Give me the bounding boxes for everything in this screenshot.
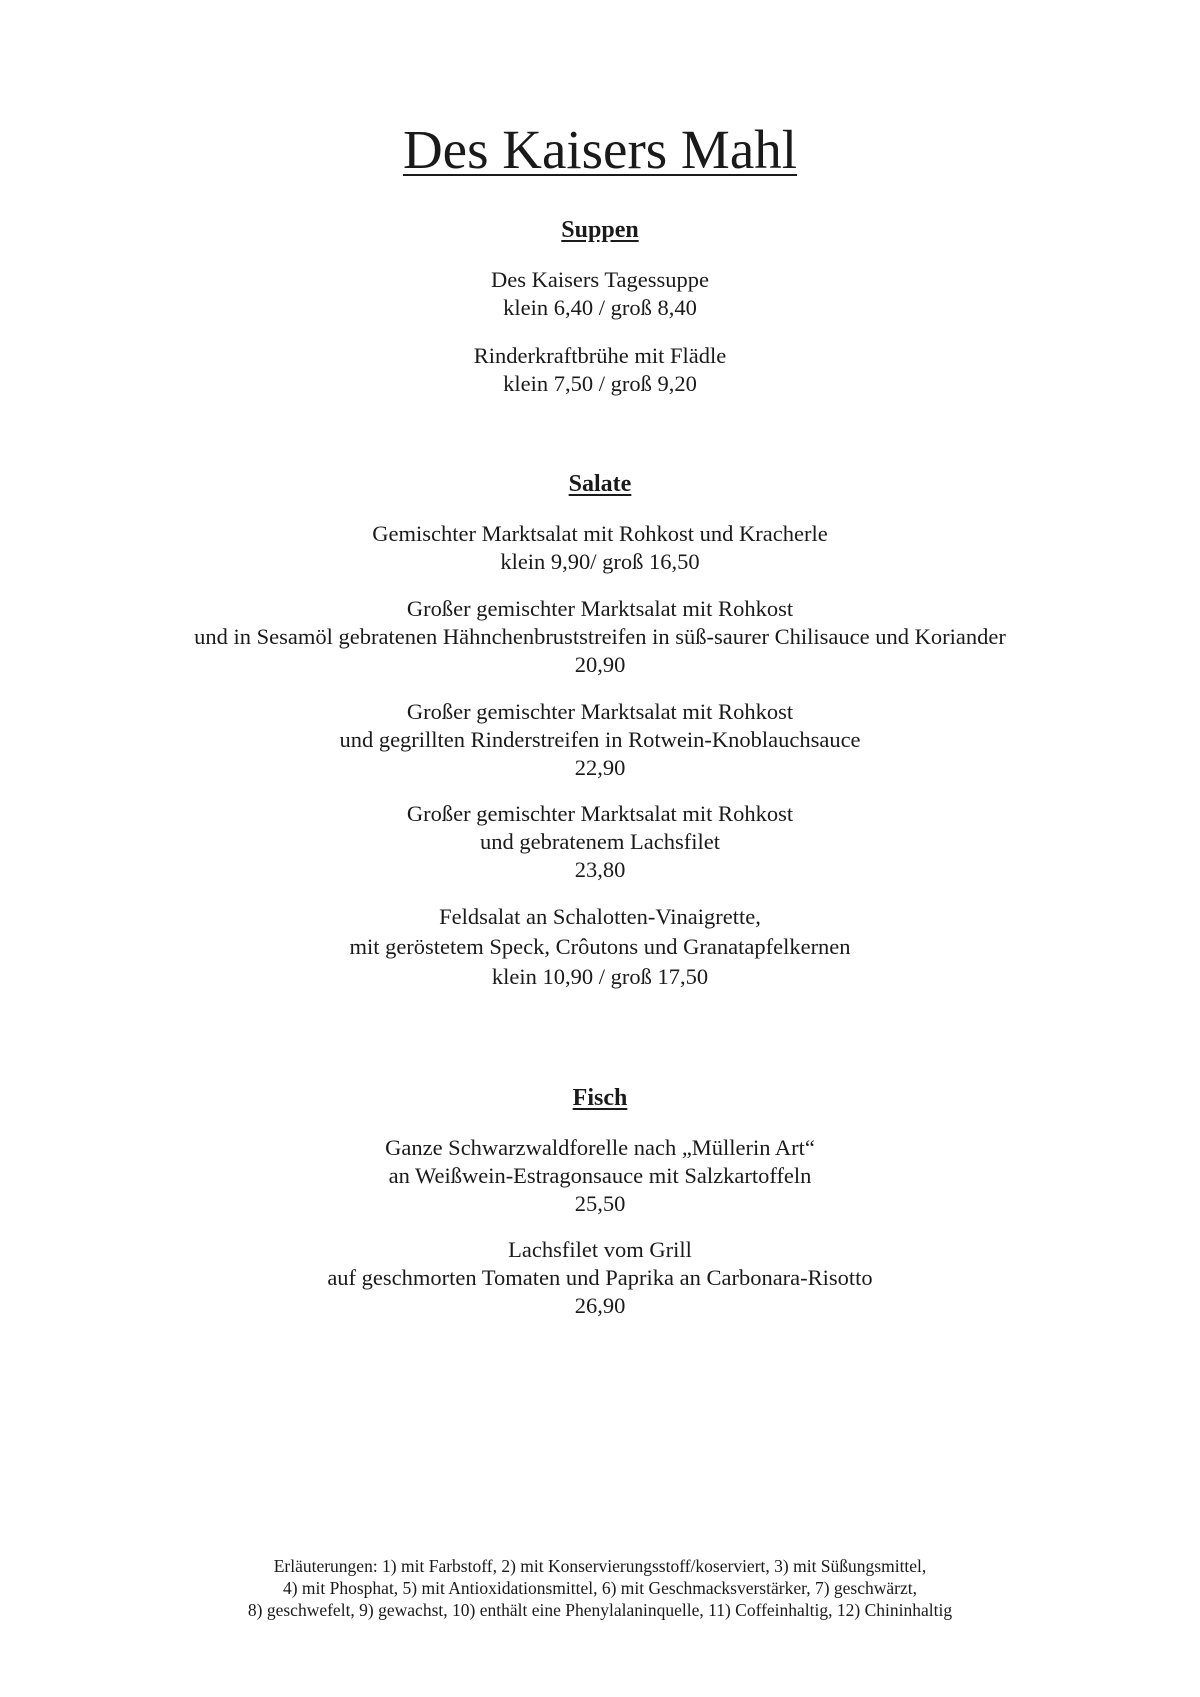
menu-item: [0, 520, 1200, 576]
item-description: und gebratenem Lachsfilet: [480, 829, 720, 854]
item-description: an Weißwein-Estragonsauce mit Salzkartoffeln: [388, 1163, 812, 1188]
item-price: klein 10,90 / groß 17,50: [491, 964, 709, 989]
item-name: Lachsfilet vom Grill: [508, 1237, 692, 1262]
menu-item: [0, 342, 1200, 398]
footnote-line: 8) geschwefelt, 9) gewachst, 10) enthält eine Phenylalaninquelle, 11) Coffeinhaltig, 12) Chininhaltig: [247, 1600, 953, 1620]
menu-item: [0, 1236, 1200, 1320]
item-name: Großer gemischter Marktsalat mit Rohkost: [406, 596, 794, 621]
menu-item: [0, 595, 1200, 679]
item-name: Gemischter Marktsalat mit Rohkost und Kracherle: [372, 521, 828, 546]
item-description: mit geröstetem Speck, Crôutons und Granatapfelkernen: [349, 934, 851, 959]
menu-item: [0, 902, 1200, 992]
item-price: 23,80: [574, 857, 626, 882]
item-description: und gegrillten Rinderstreifen in Rotwein-Knoblauchsauce: [339, 727, 861, 752]
item-description: und in Sesamöl gebratenen Hähnchenbruststreifen in süß-saurer Chilisauce und Koriander: [194, 624, 1006, 649]
menu-item: [0, 698, 1200, 782]
menu-item: [0, 800, 1200, 884]
footnote-line: Erläuterungen: 1) mit Farbstoff, 2) mit Konservierungsstoff/koserviert, 3) mit Süßungsmittel,: [273, 1556, 927, 1576]
item-price: 25,50: [574, 1191, 626, 1216]
section-heading-suppen: Suppen: [561, 217, 639, 243]
menu-title: Des Kaisers Mahl: [402, 119, 798, 180]
menu-item: [0, 266, 1200, 322]
item-name: Rinderkraftbrühe mit Flädle: [473, 343, 727, 368]
menu-item: [0, 1134, 1200, 1218]
item-name: Ganze Schwarzwaldforelle nach „Müllerin Art“: [385, 1135, 815, 1160]
item-name: Des Kaisers Tagessuppe: [491, 267, 709, 292]
item-price: 22,90: [574, 755, 626, 780]
item-description: auf geschmorten Tomaten und Paprika an Carbonara-Risotto: [327, 1265, 873, 1290]
footnote-line: 4) mit Phosphat, 5) mit Antioxidationsmittel, 6) mit Geschmacksverstärker, 7) geschwärzt,: [282, 1578, 918, 1598]
item-price: klein 9,90/ groß 16,50: [500, 549, 700, 574]
section-heading-salate: Salate: [568, 471, 632, 497]
item-price: klein 6,40 / groß 8,40: [503, 295, 697, 320]
item-price: 26,90: [574, 1293, 626, 1318]
item-name: Feldsalat an Schalotten-Vinaigrette,: [439, 904, 761, 929]
allergen-footnote: [0, 1555, 1200, 1621]
section-heading-fisch: Fisch: [572, 1085, 628, 1111]
item-price: 20,90: [574, 652, 626, 677]
item-name: Großer gemischter Marktsalat mit Rohkost: [406, 801, 794, 826]
item-name: Großer gemischter Marktsalat mit Rohkost: [406, 699, 794, 724]
item-price: klein 7,50 / groß 9,20: [503, 371, 697, 396]
